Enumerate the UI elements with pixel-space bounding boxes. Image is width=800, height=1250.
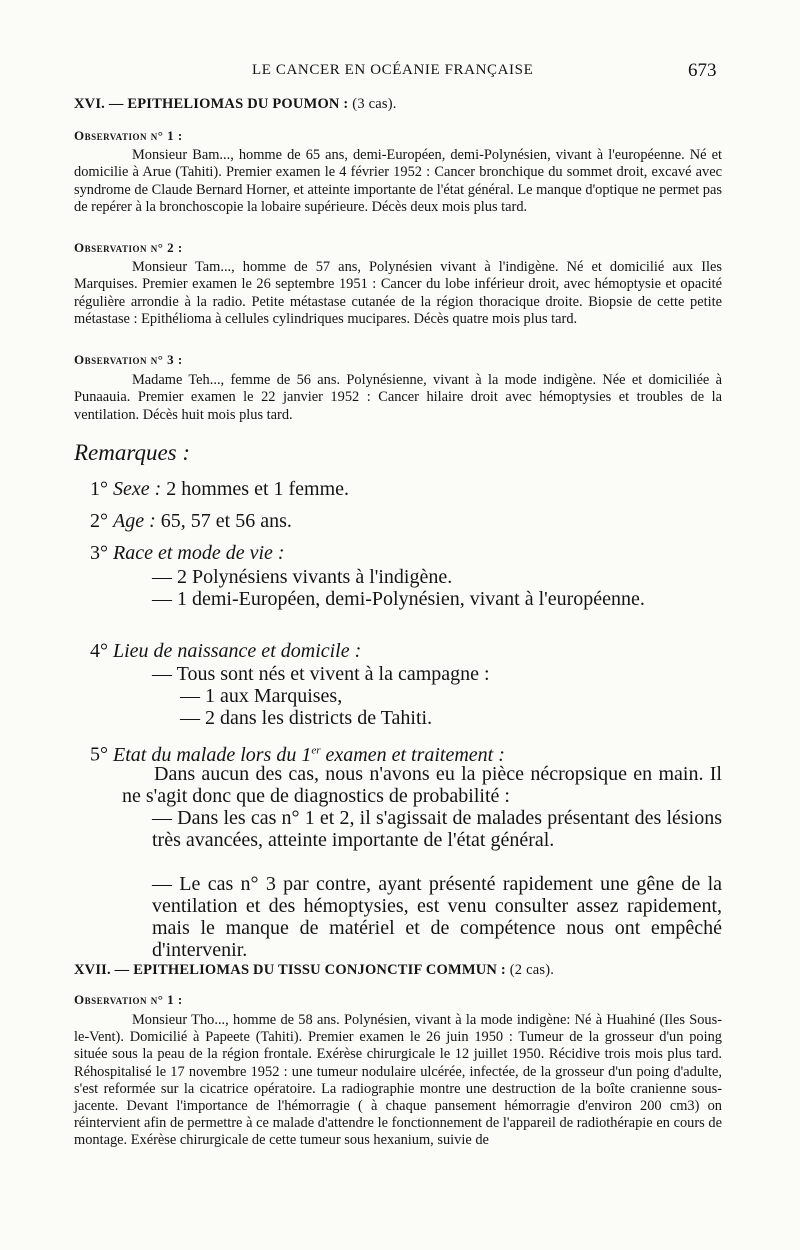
remark-item: — Dans les cas n° 1 et 2, il s'agissait de malades présentant des lésions très avancées, atteinte importante de l'état général. (152, 807, 722, 851)
remark-text: 65, 57 et 56 ans. (160, 510, 292, 532)
remark-race (90, 542, 285, 564)
remark-number: 5° (90, 743, 108, 766)
remark-label-superscript: er (311, 744, 321, 756)
remarks-title: Remarques : (74, 440, 191, 465)
remark-label: Age : (113, 510, 156, 532)
remark-number: 1° (90, 478, 108, 500)
observation-text: Monsieur Tam..., homme de 57 ans, Polynésien vivant à l'indigène. Né et domicilié aux Iles Marquises. Premier examen le 26 septembre 1951 : Cancer du lobe inférieur droit, avec hémoptysie et opacité régulière arrondie à la radio. Petite métastase cutanée de la région thoracique droite. Biopsie de cette petite métastase : Epithélioma à cellules cylindriques mucipares. Décès quatre mois plus tard. (74, 259, 722, 328)
remark-lieu (90, 640, 361, 662)
observation-text: Madame Teh..., femme de 56 ans. Polynésienne, vivant à la mode indigène. Née et domiciliée à Punaauia. Premier examen le 22 janvier 1952 : Cancer hilaire droit avec hémoptysies et troubles de la ventilation. Décès huit mois plus tard. (74, 372, 722, 423)
remark-age (90, 510, 292, 532)
remark-label: Lieu de naissance et domicile : (113, 640, 362, 662)
page-number: 673 (688, 60, 717, 81)
observation-label: Observation n° 1 : (74, 128, 183, 143)
section-title: XVI. — EPITHELIOMAS DU POUMON : (74, 96, 349, 112)
remark-item: — 1 demi-Européen, demi-Polynésien, vivant à l'européenne. (152, 588, 645, 610)
observation-label: Observation n° 1 : (74, 992, 183, 1007)
remark-item: — 2 Polynésiens vivants à l'indigène. (152, 566, 453, 588)
remark-item: — Tous sont nés et vivent à la campagne : (152, 663, 490, 685)
observation-label: Observation n° 2 : (74, 240, 183, 255)
remark-label: Race et mode de vie : (113, 542, 285, 564)
case-count: (3 cas). (352, 96, 397, 112)
remark-text: 2 hommes et 1 femme. (166, 478, 350, 500)
remark-item: — Le cas n° 3 par contre, ayant présenté rapidement une gêne de la ventilation et des hémoptysies, est venu consulter assez rapidement, mais le manque de matériel et de compétence nous ont empêché d'intervenir. (152, 873, 722, 961)
remark-subitem: — 2 dans les districts de Tahiti. (180, 707, 433, 729)
observation-label: Observation n° 3 : (74, 352, 183, 367)
remark-label: Sexe : (113, 478, 162, 500)
remark-number: 2° (90, 510, 108, 532)
remark-subitem: — 1 aux Marquises, (180, 685, 343, 707)
remark-sexe (90, 478, 349, 500)
case-count: (2 cas). (509, 962, 555, 978)
section-heading-xvii (74, 962, 554, 979)
remark-paragraph: Dans aucun des cas, nous n'avons eu la pièce nécropsique en main. Il ne s'agit donc que de diagnostics de probabilité : (122, 763, 722, 807)
remark-label: Etat du malade lors du 1 (113, 743, 312, 766)
section-title: XVII. — EPITHELIOMAS DU TISSU CONJONCTIF COMMUN : (74, 962, 506, 978)
remark-label: examen et traitement : (320, 743, 505, 766)
running-title: LE CANCER EN OCÉANIE FRANÇAISE (252, 62, 534, 78)
running-header (0, 60, 800, 84)
remark-etat (90, 739, 505, 766)
section-heading-xvi (74, 96, 397, 113)
remark-number: 4° (90, 640, 108, 662)
remark-number: 3° (90, 542, 108, 564)
observation-text: Monsieur Tho..., homme de 58 ans. Polynésien, vivant à la mode indigène: Né à Huahiné (Iles Sous-le-Vent). Domicilié à Papeete (Tahiti). Premier examen le 26 juin 1950 : Tumeur de la grosseur d'un poing située sous la peau de la région frontale. Exérèse chirurgicale le 12 juillet 1950. Récidive trois mois plus tard. Réhospitalisé le 17 novembre 1952 : une tumeur nodulaire ulcérée, infectée, de la grosseur d'un poing d'adulte, s'est reformée sur la cicatrice opératoire. La radiographie montre une destruction de la boîte cranienne sous-jacente. Devant l'importance de l'hémorragie ( à chaque pansement hémorragie d'environ 200 cm3) on réintervient afin de permettre à ce malade d'attendre le fonctionnement de l'appareil de radiothérapie en cours de montage. Exérèse chirurgicale de cette tumeur sous hexanium, suivie de (74, 1012, 722, 1149)
observation-text: Monsieur Bam..., homme de 65 ans, demi-Européen, demi-Polynésien, vivant à l'européenne. Né et domicilie à Arue (Tahiti). Premier examen le 4 février 1952 : Cancer bronchique du sommet droit, excavé avec syndrome de Claude Bernard Horner, et atteinte importante de l'état général. Le manque d'optique ne permet pas de repérer à la bronchoscopie la lobaire supérieure. Décès deux mois plus tard. (74, 147, 722, 216)
